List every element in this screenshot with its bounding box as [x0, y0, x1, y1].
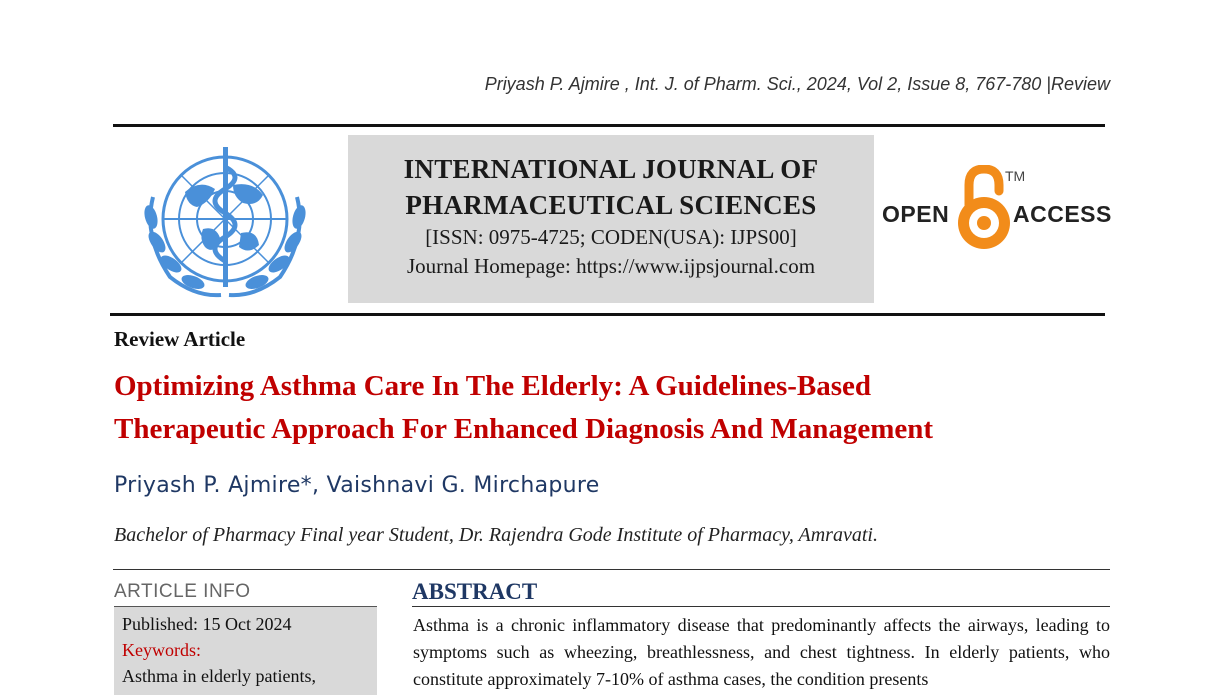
author-affiliation: Bachelor of Pharmacy Final year Student, Dr. Rajendra Gode Institute of Pharmacy, Amravati. [114, 524, 878, 546]
abstract-heading: ABSTRACT [412, 578, 1110, 607]
journal-issn: [ISSN: 0975-4725; CODEN(USA): IJPS00] [425, 225, 797, 249]
open-access-access-text: ACCESS [1013, 201, 1112, 227]
header-rule-top [113, 124, 1105, 127]
article-authors: Priyash P. Ajmire*, Vaishnavi G. Mirchapure [114, 473, 600, 498]
journal-masthead [348, 135, 874, 303]
keywords-list: Asthma in elderly patients, [122, 666, 316, 686]
article-info-heading: ARTICLE INFO [114, 581, 251, 602]
journal-name-line2: PHARMACEUTICAL SCIENCES [405, 190, 817, 220]
trademark-mark: TM [1005, 168, 1026, 184]
article-info-box [114, 606, 377, 695]
header-rule-bottom [110, 313, 1105, 316]
journal-emblem-logo [125, 137, 325, 307]
article-title-line2: Therapeutic Approach For Enhanced Diagnosis And Management [114, 413, 934, 445]
open-access-open-text: OPEN [882, 201, 950, 227]
journal-homepage-link[interactable]: Journal Homepage: https://www.ijpsjournal.com [406, 254, 816, 278]
article-type-label: Review Article [114, 327, 246, 351]
keywords-label: Keywords: [122, 640, 201, 660]
journal-name-line1: INTERNATIONAL JOURNAL OF [403, 154, 819, 184]
published-date: Published: 15 Oct 2024 [122, 614, 292, 634]
abstract-text: Asthma is a chronic inflammatory disease that predominantly affects the airways, leading to symptoms such as wheezing, breathlessness, and chest tightness. In elderly patients, who constitute approximately 7-10% of asthma cases, the condition presents [413, 615, 1110, 689]
open-access-logo [879, 165, 1112, 255]
running-header-citation: Priyash P. Ajmire , Int. J. of Pharm. Sci., 2024, Vol 2, Issue 8, 767-780 |Review [484, 74, 1110, 94]
section-divider [113, 569, 1110, 570]
article-title [114, 365, 1104, 451]
article-title-line1: Optimizing Asthma Care In The Elderly: A Guidelines-Based [114, 370, 872, 402]
